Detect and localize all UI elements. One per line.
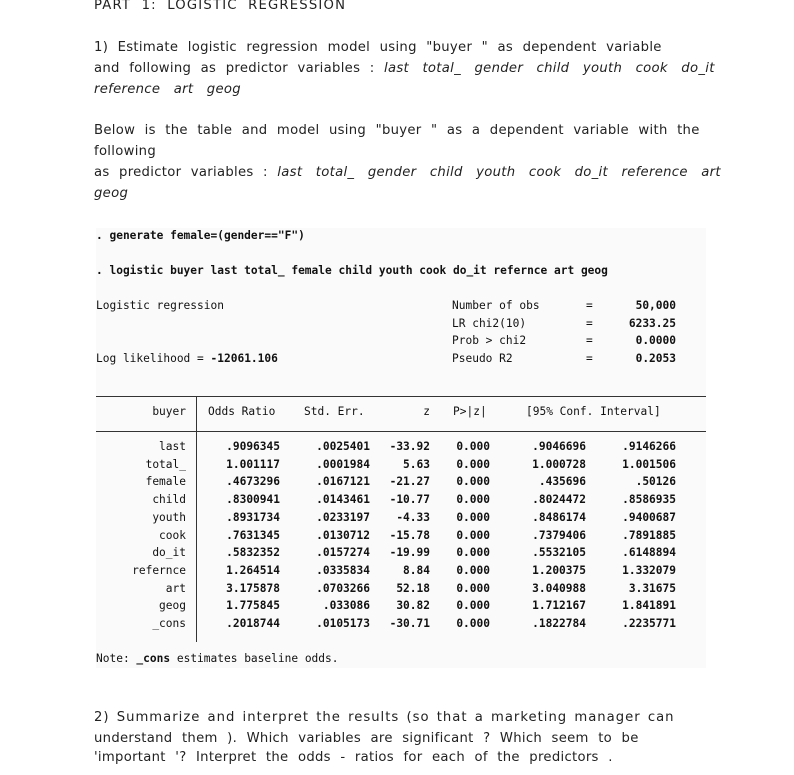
header-odds-ratio: Odds Ratio [208,405,276,418]
below-line1: Below is the table and model using "buyer " as a dependent variable with the [94,123,700,138]
row-odds-ratio: .8300941 [226,493,280,507]
stata-command-generate: . generate female=(gender=="F") [96,229,305,242]
row-p-value: 0.000 [456,617,490,630]
row-variable: youth [152,510,186,524]
stat-label: Prob > chi2 [452,334,527,347]
note-cons: _cons [136,652,171,665]
row-z: -19.99 [389,546,430,560]
row-std-err: .0025401 [316,440,370,453]
row-std-err: .0157274 [316,546,370,560]
row-variable: female [145,475,186,489]
row-ci-upper: .7891885 [622,528,676,542]
row-p-value: 0.000 [456,546,490,560]
row-ci-upper: .2235771 [622,617,676,630]
row-variable: cook [159,528,186,542]
row-p-value: 0.000 [456,581,490,595]
below-line3 [94,165,721,180]
row-p-value: 0.000 [456,563,490,577]
row-ci-upper: .50126 [635,475,676,489]
row-variable: refernce [132,563,186,577]
row-z: 52.18 [396,581,430,595]
row-ci-upper: 1.332079 [622,563,676,577]
row-variable: last [159,440,186,453]
row-ci-lower: .8024472 [532,493,586,507]
log-likelihood-label: Log likelihood = [96,352,211,365]
row-std-err: .0335834 [316,563,370,577]
q1-line2-vars: last total_ gender child youth cook do_it [383,61,715,76]
q1-line3-vars: reference art geog [94,82,241,97]
row-ci-lower: .435696 [538,475,586,489]
row-ci-lower: .8486174 [532,510,586,524]
model-label: Logistic regression [96,299,224,312]
row-std-err: .0703266 [316,581,370,595]
below-line3-vars: last total_ gender child youth cook do_it reference art [277,165,721,180]
stat-equals: = [586,352,593,365]
row-p-value: 0.000 [456,528,490,542]
stat-equals: = [586,317,593,330]
row-ci-lower: .1822784 [532,617,586,630]
note-prefix: Note: [96,652,137,665]
row-variable: child [152,493,186,507]
stat-label: LR chi2(10) [452,317,527,330]
row-variable: _cons [152,617,186,630]
row-odds-ratio: .4673296 [226,475,280,489]
row-ci-upper: 1.841891 [622,599,676,613]
row-std-err: .033086 [322,599,370,613]
row-z: -33.92 [389,440,430,453]
header-std-err: Std. Err. [304,405,365,418]
row-std-err: .0233197 [316,510,370,524]
row-variable: art [165,581,186,595]
row-ci-lower: .7379406 [532,528,586,542]
row-z: -10.77 [389,493,430,507]
row-std-err: .0130712 [316,528,370,542]
row-ci-upper: .8586935 [622,493,676,507]
row-odds-ratio: 1.775845 [226,599,280,613]
row-odds-ratio: .2018744 [226,617,280,630]
row-ci-lower: 1.200375 [532,563,586,577]
row-ci-upper: .9400687 [622,510,676,524]
row-std-err: .0105173 [316,617,370,630]
row-ci-lower: 1.000728 [532,457,586,471]
row-odds-ratio: 1.001117 [226,457,280,471]
stat-label: Number of obs [452,299,540,312]
row-ci-upper: 3.31675 [628,581,676,595]
q1-line2 [94,61,715,76]
q1-line2-text: and following as predictor variables : [94,61,384,76]
row-ci-lower: .5532105 [532,546,586,560]
row-odds-ratio: .7631345 [226,528,280,542]
stat-label: Pseudo R2 [452,352,513,365]
log-likelihood-value: -12061.106 [210,352,278,365]
table-top-rule [96,396,706,397]
row-odds-ratio: .8931734 [226,510,280,524]
row-variable: geog [159,599,186,613]
stat-value: 0.0000 [635,334,676,347]
row-p-value: 0.000 [456,493,490,507]
header-conf-interval: [95% Conf. Interval] [526,405,661,418]
row-p-value: 0.000 [456,510,490,524]
note-rest: estimates baseline odds. [170,652,339,665]
header-z: z [423,405,430,418]
row-ci-upper: .6148894 [622,546,676,560]
row-std-err: .0001984 [316,457,370,471]
row-std-err: .0143461 [316,493,370,507]
row-ci-lower: 1.712167 [532,599,586,613]
header-buyer: buyer [152,405,186,418]
row-z: -21.27 [389,475,430,489]
row-ci-upper: .9146266 [622,440,676,453]
table-column-divider [196,396,197,642]
below-line4-vars: geog [94,186,129,201]
row-std-err: .0167121 [316,475,370,489]
stat-value: 6233.25 [628,317,676,330]
q2-line3: 'important '? Interpret the odds - ratios for each of the predictors . [94,750,613,765]
row-ci-upper: 1.001506 [622,457,676,471]
row-p-value: 0.000 [456,457,490,471]
table-note [96,652,339,665]
row-z: 5.63 [403,457,430,471]
header-p: P>|z| [453,405,487,418]
row-odds-ratio: 3.175878 [226,581,280,595]
below-line2: following [94,144,156,159]
row-variable: do_it [152,546,186,560]
part-title: PART 1: LOGISTIC REGRESSION [94,0,347,13]
row-odds-ratio: .5832352 [226,546,280,560]
log-likelihood [96,352,278,365]
row-z: -4.33 [396,510,430,524]
row-p-value: 0.000 [456,475,490,489]
table-header-rule [96,431,706,432]
row-z: -30.71 [389,617,430,630]
q2-line1: 2) Summarize and interpret the results (so that a marketing manager can [94,710,675,725]
stat-value: 0.2053 [635,352,676,365]
row-p-value: 0.000 [456,440,490,453]
row-odds-ratio: 1.264514 [226,563,280,577]
row-odds-ratio: .9096345 [226,440,280,453]
row-z: 30.82 [396,599,430,613]
stata-command-logistic: . logistic buyer last total_ female child youth cook do_it refernce art geog [96,264,608,277]
stat-value: 50,000 [635,299,676,312]
stat-equals: = [586,299,593,312]
row-ci-lower: .9046696 [532,440,586,453]
row-z: -15.78 [389,528,430,542]
q2-line2: understand them ). Which variables are significant ? Which seem to be [94,731,639,746]
below-line3-text: as predictor variables : [94,165,278,180]
q1-line1: 1) Estimate logistic regression model using "buyer " as dependent variable [94,40,662,55]
row-p-value: 0.000 [456,599,490,613]
row-z: 8.84 [403,563,430,577]
row-variable: total_ [145,457,186,471]
row-ci-lower: 3.040988 [532,581,586,595]
stat-equals: = [586,334,593,347]
